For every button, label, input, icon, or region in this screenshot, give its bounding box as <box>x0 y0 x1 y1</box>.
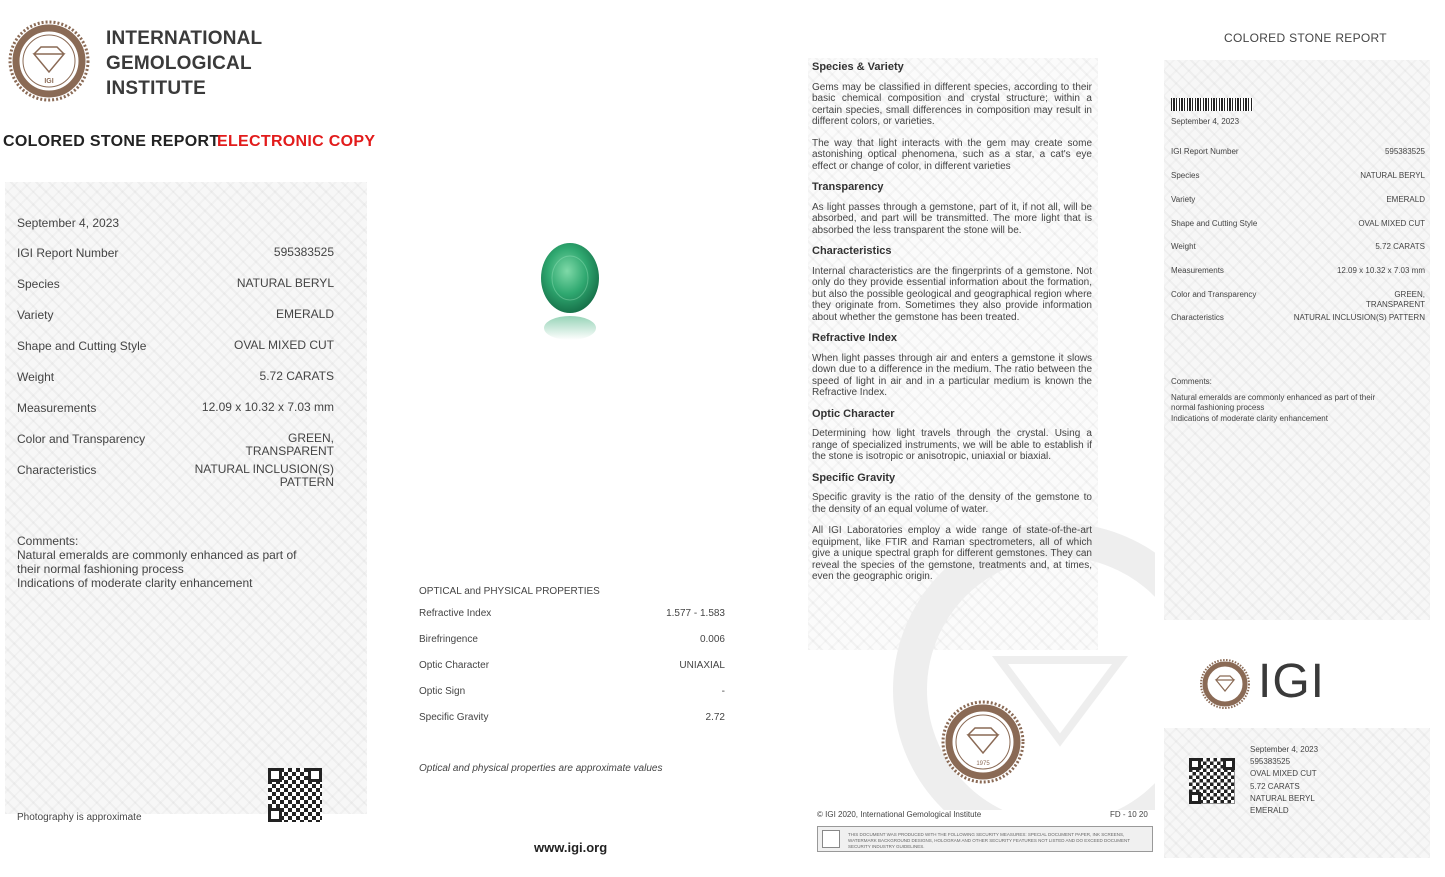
info-paragraph: The way that light interacts with the gem may create some astonishing optical phenomena, such as a star, a cat's eye effect or change of color, in different varieties <box>812 137 1092 172</box>
property-label: Specific Gravity <box>419 712 489 723</box>
field-value: NATURAL INCLUSION(S) PATTERN <box>1293 313 1425 322</box>
field-label: Shape and Cutting Style <box>17 339 147 353</box>
info-heading: Specific Gravity <box>812 471 896 484</box>
properties-title: OPTICAL and PHYSICAL PROPERTIES <box>419 586 600 597</box>
field-value: 5.72 CARATS <box>1375 242 1425 251</box>
field-label: Species <box>17 277 60 291</box>
igi-seal-icon <box>941 700 1025 784</box>
summary-line: NATURAL BERYL <box>1250 793 1315 803</box>
photo-note: Photography is approximate <box>17 812 142 823</box>
right-details-background <box>1164 60 1430 620</box>
field-label: Variety <box>1171 195 1196 204</box>
info-heading: Characteristics <box>812 245 892 257</box>
info-paragraph: Specific gravity is the ratio of the density of the gemstone to the density of an equal volume of water. <box>812 492 1092 515</box>
field-label: Shape and Cutting Style <box>1171 219 1258 228</box>
summary-line: EMERALD <box>1250 806 1289 816</box>
info-paragraph: Determining how light travels through the crystal. Using a range of specialized instruments, we will be able to establish if the stone is isotropic or anisotropic, uniaxial or biaxial. <box>812 428 1092 462</box>
electronic-copy-label: ELECTRONIC COPY <box>217 133 376 150</box>
info-paragraph: Gems may be classified in different species, according to their basic chemical composition and crystal structure; within a certain species, small differences in composition may result in different colors, or varieties. <box>812 81 1092 127</box>
summary-line: September 4, 2023 <box>1250 745 1319 754</box>
igi-seal-logo <box>8 20 90 102</box>
info-heading: Transparency <box>812 181 884 193</box>
property-value: 0.006 <box>699 634 725 645</box>
property-label: Birefringence <box>419 634 478 645</box>
property-label: Refractive Index <box>419 608 492 619</box>
copyright: © IGI 2020, International Gemological Institute <box>817 810 982 819</box>
info-paragraph: As light passes through a gemstone, part of it, if not all, will be absorbed, and part will be transmitted. The more light that is absorbed the less transparent the stone will be. <box>812 201 1092 236</box>
info-heading: Species & Variety <box>812 61 904 73</box>
property-value: UNIAXIAL <box>679 660 725 671</box>
info-column <box>812 62 1092 593</box>
field-label: Species <box>1171 171 1200 180</box>
field-label: Weight <box>1171 242 1196 251</box>
field-value: GREEN, TRANSPARENT <box>245 431 334 458</box>
qr-code-icon[interactable] <box>268 768 322 822</box>
summary-line: 595383525 <box>1250 757 1291 767</box>
field-value: NATURAL INCLUSION(S) PATTERN <box>194 462 334 489</box>
property-label: Optic Sign <box>419 686 466 697</box>
info-heading: Optic Character <box>812 407 895 420</box>
field-label: Measurements <box>17 401 97 415</box>
field-label: IGI Report Number <box>1171 147 1239 156</box>
report-date: September 4, 2023 <box>17 216 120 230</box>
brand-line-1: INTERNATIONAL <box>106 28 263 49</box>
form-code: FD - 10 20 <box>1110 810 1148 819</box>
field-label: Weight <box>17 370 55 384</box>
properties-note: Optical and physical properties are approximate values <box>419 763 663 774</box>
summary-block <box>1250 744 1318 817</box>
field-value: OVAL MIXED CUT <box>233 338 334 352</box>
comments-block <box>17 534 337 590</box>
property-value: - <box>721 686 725 697</box>
right-report-title: COLORED STONE REPORT <box>1224 31 1387 45</box>
report-title: COLORED STONE REPORT <box>3 133 220 150</box>
document-icon <box>822 830 840 848</box>
seal-year: 1975 <box>976 761 990 767</box>
comments-label: Comments: <box>17 534 79 548</box>
field-value: 595383525 <box>273 245 334 259</box>
summary-line: OVAL MIXED CUT <box>1250 769 1317 779</box>
field-value: EMERALD <box>1386 195 1425 204</box>
field-value: GREEN, TRANSPARENT <box>1366 290 1425 309</box>
field-value: 5.72 CARATS <box>259 369 334 383</box>
info-paragraph: When light passes through air and enters a gemstone it slows down due to a difference in the medium. The ratio between the speed of light in air and in a particular medium is known the Refractive Index. <box>812 352 1092 398</box>
qr-code-small-icon[interactable] <box>1189 758 1235 804</box>
field-label: Color and Transparency <box>1171 290 1257 299</box>
field-label: Characteristics <box>17 463 97 477</box>
emerald-photo <box>538 240 602 340</box>
brand-name <box>106 26 262 101</box>
comment-line: Indications of moderate clarity enhancement <box>17 576 253 590</box>
security-strip <box>817 826 1153 852</box>
svg-text:IGI: IGI <box>44 78 54 85</box>
field-label: Characteristics <box>1171 313 1224 322</box>
right-comments-block <box>1171 377 1431 424</box>
right-report-date: September 4, 2023 <box>1171 117 1240 126</box>
field-label: Variety <box>17 308 54 322</box>
summary-line: 5.72 CARATS <box>1250 781 1300 791</box>
igi-logo-text: IGI <box>1258 655 1326 708</box>
property-value: 2.72 <box>705 712 725 723</box>
field-value: NATURAL BERYL <box>236 276 334 290</box>
field-label: Measurements <box>1171 266 1224 275</box>
field-value: 12.09 x 10.32 x 7.03 mm <box>1336 266 1425 275</box>
property-value: 1.577 - 1.583 <box>666 608 725 619</box>
field-label: Color and Transparency <box>17 432 146 446</box>
comment-line: Natural emeralds are commonly enhanced as part of their <box>1171 392 1376 402</box>
comment-line: Natural emeralds are commonly enhanced as part of <box>17 548 297 562</box>
igi-seal-small-icon <box>1199 658 1251 710</box>
security-text: THIS DOCUMENT WAS PRODUCED WITH THE FOLLOWING SECURITY MEASURES: SPECIAL DOCUMENT PAPER, INK SCREENS, WATERMARK BACKGROUND DESIGNS, HOLOGRAM AND OTHER SECURITY FEATURES NOT LISTED AND DO EXCEED DOCUMENT SECURITY INDUSTRY GUIDELINES. <box>848 832 1130 849</box>
comment-line: their normal fashioning process <box>17 562 184 576</box>
property-label: Optic Character <box>419 660 490 671</box>
brand-line-3: INSTITUTE <box>106 78 206 99</box>
info-paragraph: All IGI Laboratories employ a wide range of state-of-the-art equipment, like FTIR and Raman spectrometers, all of which give a unique spectral graph for different gemstones. They can reveal the species of the gemstone, treatments and, at times, even the geographic origin. <box>812 525 1092 582</box>
website-link[interactable]: www.igi.org <box>534 840 608 855</box>
field-value: 595383525 <box>1384 147 1425 156</box>
field-value: NATURAL BERYL <box>1360 171 1425 180</box>
field-label: IGI Report Number <box>17 246 119 260</box>
field-value: 12.09 x 10.32 x 7.03 mm <box>201 400 334 414</box>
info-heading: Refractive Index <box>812 332 897 344</box>
comment-line: normal fashioning process <box>1171 403 1265 412</box>
field-value: EMERALD <box>275 307 334 321</box>
field-value: OVAL MIXED CUT <box>1358 219 1425 228</box>
barcode-icon <box>1171 98 1253 111</box>
brand-line-2: GEMOLOGICAL <box>106 53 252 74</box>
comment-line: Indications of moderate clarity enhancement <box>1171 413 1328 423</box>
comments-label: Comments: <box>1171 377 1212 386</box>
info-paragraph: Internal characteristics are the fingerprints of a gemstone. Not only do they provide essential information about the formation, but also the possible geological and geographical region where they originate from. Sometimes they also provide information about whether the gemstone has been treated. <box>812 265 1092 323</box>
